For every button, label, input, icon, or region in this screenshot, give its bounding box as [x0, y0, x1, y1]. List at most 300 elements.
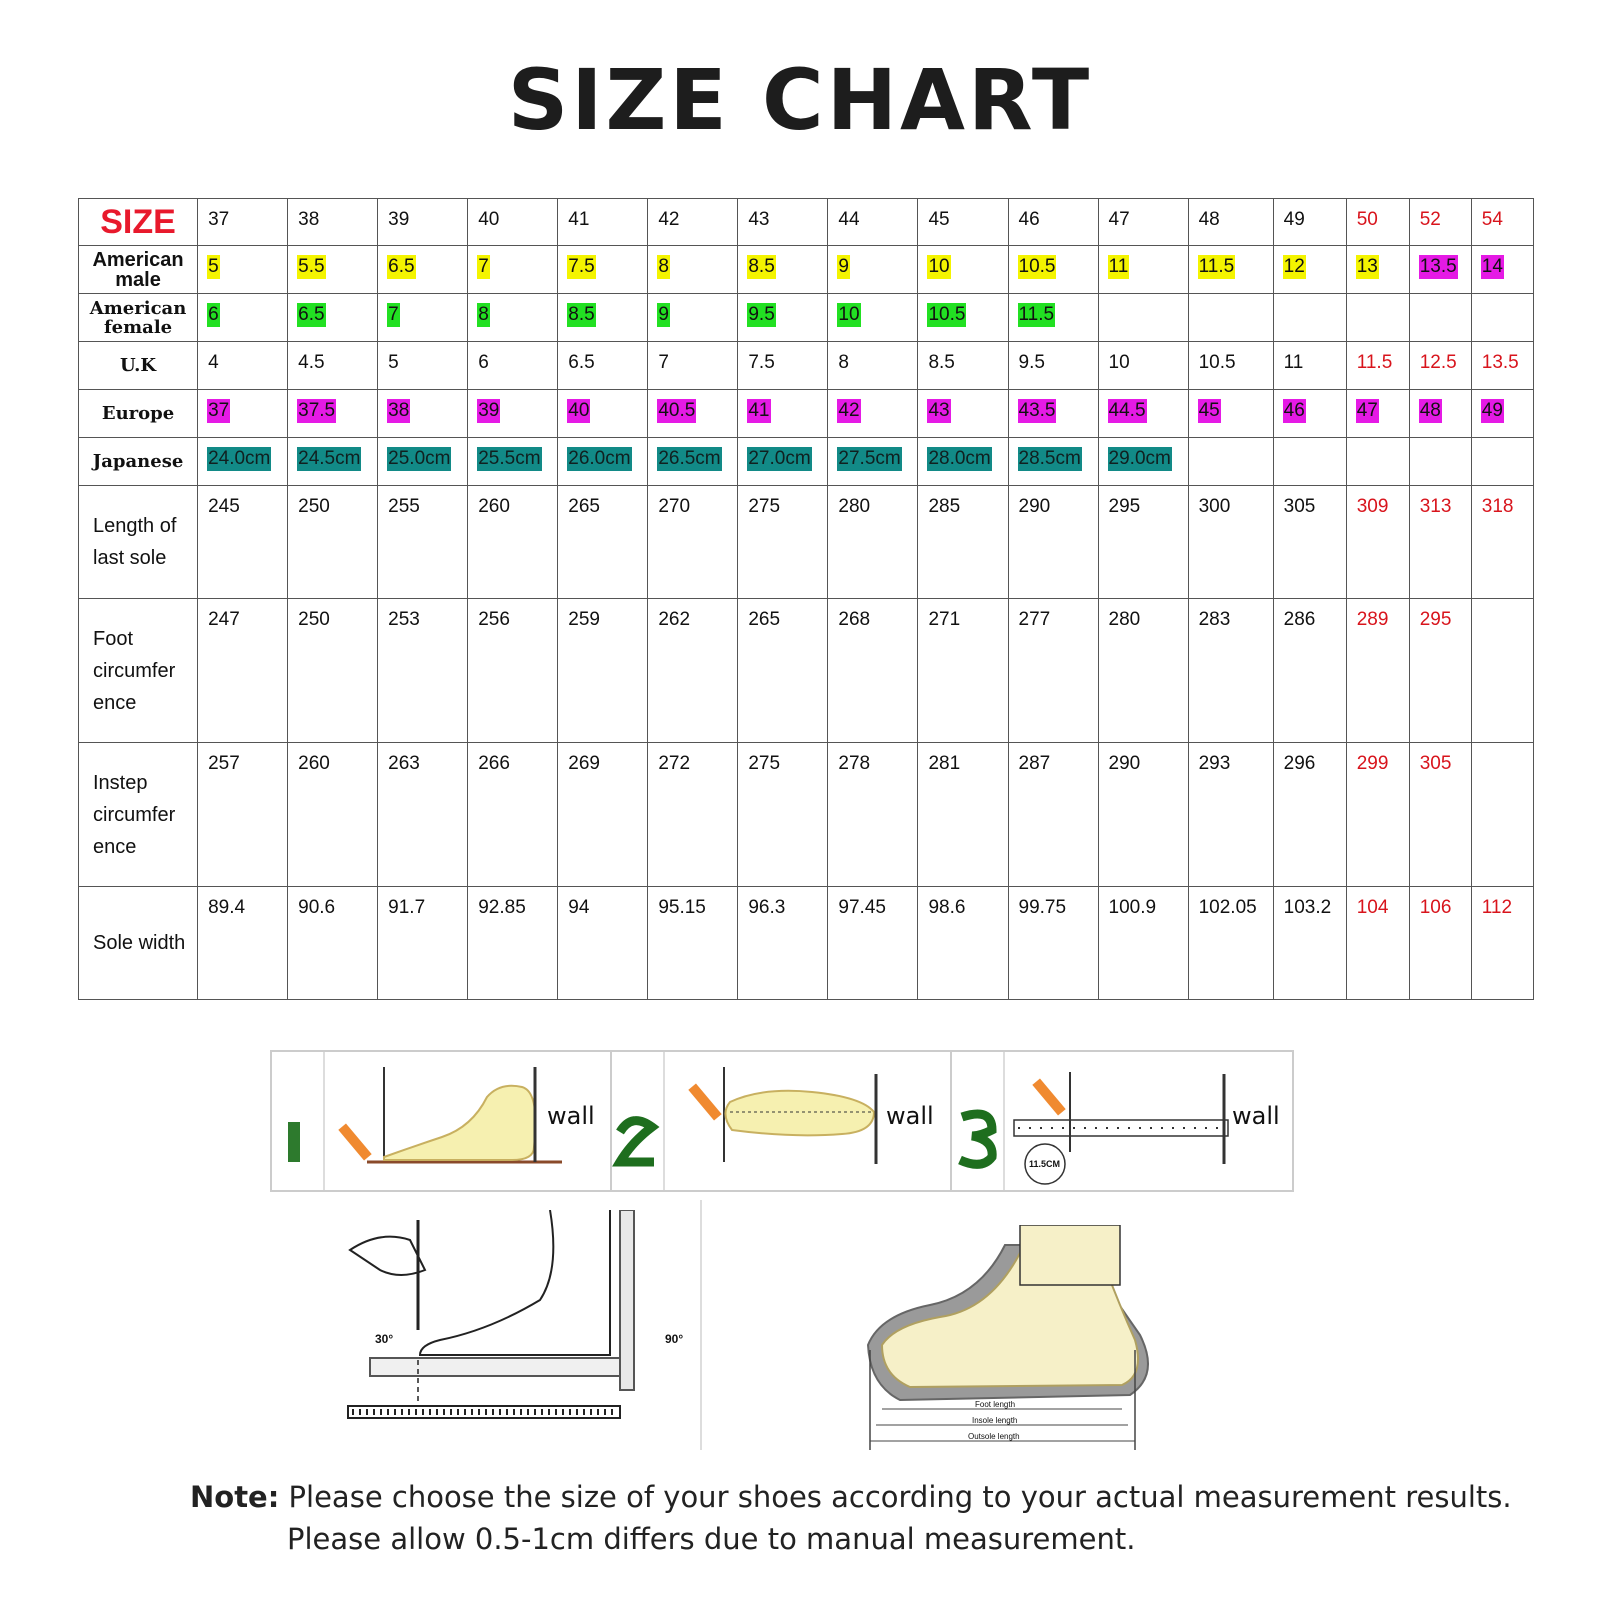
cell-value: 280: [1108, 609, 1141, 630]
cell-value: 91.7: [388, 897, 426, 918]
row-header: Europe: [79, 390, 198, 438]
cell-value: 46: [1283, 400, 1305, 421]
cell-value: 38: [388, 400, 410, 421]
row-header: SIZE: [79, 199, 198, 246]
table-cell: [1346, 199, 1409, 246]
table-cell: [918, 342, 1008, 390]
cell-value: 250: [298, 496, 330, 517]
cell-value: 272: [658, 753, 691, 774]
table-cell: [1346, 294, 1409, 342]
table-cell: [918, 887, 1008, 1000]
table-cell: [468, 438, 558, 486]
cell-value: 11.5: [1018, 304, 1055, 325]
table-cell: [1346, 887, 1409, 1000]
table-cell: [738, 390, 828, 438]
cell-value: 281: [928, 753, 961, 774]
table-cell: [1008, 246, 1098, 294]
cell-value: 13.5: [1481, 352, 1519, 373]
table-cell: [288, 887, 378, 1000]
cell-value: 48: [1419, 400, 1441, 421]
cell-value: 42: [838, 400, 860, 421]
foot-measuring-illustration: [340, 1210, 710, 1450]
table-cell: [468, 199, 558, 246]
cell-value: 103.2: [1283, 897, 1332, 918]
table-cell: [468, 486, 558, 599]
table-cell: [738, 294, 828, 342]
cell-value: [1356, 461, 1358, 463]
cell-value: 253: [388, 609, 420, 630]
cell-value: 270: [658, 496, 691, 517]
table-cell: [738, 743, 828, 887]
cell-value: 293: [1198, 753, 1231, 774]
table-cell: [828, 486, 918, 599]
table-cell: [648, 486, 738, 599]
table-cell: [1098, 342, 1188, 390]
cell-value: 97.45: [838, 897, 886, 918]
cell-value: 7: [658, 352, 669, 373]
cell-value: 46: [1018, 209, 1040, 230]
cell-value: 39: [388, 209, 410, 230]
table-cell: [558, 887, 648, 1000]
table-cell: [378, 486, 468, 599]
step-3-panel: [950, 1050, 1294, 1192]
table-row: [79, 294, 1534, 342]
cell-value: 6: [478, 352, 489, 373]
cell-value: 43: [748, 209, 770, 230]
cell-value: 5: [208, 256, 219, 277]
cell-value: 45: [1198, 400, 1220, 421]
table-cell: [1098, 199, 1188, 246]
cell-value: 27.0cm: [748, 448, 811, 469]
cell-value: 268: [838, 609, 871, 630]
step-3-badge: 11.5CM: [1029, 1159, 1061, 1169]
cell-value: 313: [1419, 496, 1452, 517]
cell-value: 287: [1018, 753, 1051, 774]
foot-in-shoe-drawing: [860, 1225, 1180, 1455]
table-cell: [468, 743, 558, 887]
cell-value: 8.5: [568, 304, 595, 325]
table-cell: [738, 438, 828, 486]
table-cell: [648, 743, 738, 887]
cell-value: 42: [658, 209, 680, 230]
cell-value: 37: [208, 209, 230, 230]
cell-value: 9.5: [1018, 352, 1045, 373]
note-line-1: Please choose the size of your shoes according to your actual measurement results.: [288, 1480, 1512, 1514]
cell-value: 112: [1481, 897, 1513, 918]
cell-value: 47: [1108, 209, 1130, 230]
table-cell: [1008, 438, 1098, 486]
cell-value: 6.5: [568, 352, 595, 373]
table-cell: [198, 743, 288, 887]
cell-value: 94: [568, 897, 590, 918]
hand-pencil-foot-drawing: [340, 1210, 710, 1450]
table-cell: [198, 438, 288, 486]
table-cell: [648, 887, 738, 1000]
cell-value: 255: [388, 496, 420, 517]
table-cell: [1409, 887, 1471, 1000]
cell-value: 9: [658, 304, 669, 325]
table-cell: [378, 438, 468, 486]
insole-length-label: Insole length: [972, 1416, 1018, 1425]
table-cell: [1409, 599, 1471, 743]
row-header: American female: [79, 294, 198, 342]
cell-value: 295: [1108, 496, 1141, 517]
table-cell: [558, 199, 648, 246]
table-cell: [378, 246, 468, 294]
table-cell: [198, 390, 288, 438]
table-cell: [288, 438, 378, 486]
table-cell: [378, 390, 468, 438]
cell-value: 49: [1283, 209, 1305, 230]
cell-value: 10.5: [1198, 352, 1236, 373]
table-cell: [1188, 599, 1273, 743]
cell-value: 11.5: [1198, 256, 1235, 277]
cell-value: 41: [568, 209, 590, 230]
table-cell: [738, 342, 828, 390]
cell-value: 28.5cm: [1018, 448, 1081, 469]
cell-value: 90.6: [298, 897, 336, 918]
table-cell: [1273, 599, 1346, 743]
table-cell: [198, 342, 288, 390]
table-row: [79, 599, 1534, 743]
table-cell: [828, 246, 918, 294]
cell-value: 11: [1283, 352, 1304, 373]
table-cell: [558, 390, 648, 438]
cell-value: 9.5: [748, 304, 775, 325]
table-cell: [378, 887, 468, 1000]
cell-value: 48: [1198, 209, 1220, 230]
cell-value: 295: [1419, 609, 1452, 630]
row-header: Japanese: [79, 438, 198, 486]
table-cell: [1273, 294, 1346, 342]
table-cell: [378, 342, 468, 390]
cell-value: 259: [568, 609, 600, 630]
measurement-note: [190, 1476, 1570, 1560]
table-cell: [918, 246, 1008, 294]
table-cell: [1346, 486, 1409, 599]
table-cell: [198, 599, 288, 743]
table-cell: [1346, 599, 1409, 743]
cell-value: [1198, 317, 1200, 319]
cell-value: 7: [388, 304, 399, 325]
table-row: [79, 438, 1534, 486]
cell-value: 285: [928, 496, 961, 517]
table-cell: [1188, 390, 1273, 438]
table-cell: [1471, 486, 1533, 599]
wall-label: wall: [1232, 1102, 1280, 1130]
table-cell: [1409, 342, 1471, 390]
cell-value: 100.9: [1108, 897, 1157, 918]
table-cell: [558, 486, 648, 599]
cell-value: 250: [298, 609, 330, 630]
size-table: [78, 198, 1534, 1000]
cell-value: 43.5: [1018, 400, 1056, 421]
cell-value: 7: [478, 256, 489, 277]
table-cell: [1008, 342, 1098, 390]
table-cell: [648, 599, 738, 743]
cell-value: 44: [838, 209, 860, 230]
table-cell: [288, 199, 378, 246]
table-cell: [918, 199, 1008, 246]
cell-value: 247: [208, 609, 240, 630]
row-header: Length of last sole: [79, 486, 198, 599]
table-cell: [1471, 342, 1533, 390]
cell-value: 39: [478, 400, 500, 421]
row-header: U.K: [79, 342, 198, 390]
table-cell: [1188, 486, 1273, 599]
foot-length-label: Foot length: [975, 1400, 1016, 1409]
table-cell: [468, 887, 558, 1000]
cell-value: 266: [478, 753, 510, 774]
table-cell: [1098, 390, 1188, 438]
cell-value: 257: [208, 753, 240, 774]
table-row: [79, 390, 1534, 438]
cell-value: 106: [1419, 897, 1452, 918]
cell-value: 29.0cm: [1108, 448, 1171, 469]
table-cell: [378, 294, 468, 342]
table-row: [79, 887, 1534, 1000]
table-cell: [648, 438, 738, 486]
table-cell: [1346, 438, 1409, 486]
table-cell: [1273, 486, 1346, 599]
table-cell: [1409, 486, 1471, 599]
table-cell: [1409, 438, 1471, 486]
cell-value: 40: [478, 209, 500, 230]
cell-value: 11.5: [1356, 352, 1393, 373]
table-cell: [1471, 438, 1533, 486]
table-cell: [828, 743, 918, 887]
cell-value: 44.5: [1108, 400, 1146, 421]
cell-value: 318: [1481, 496, 1514, 517]
cell-value: 7.5: [568, 256, 595, 277]
table-cell: [558, 246, 648, 294]
cell-value: 8: [658, 256, 669, 277]
cell-value: 8.5: [928, 352, 955, 373]
table-cell: [648, 294, 738, 342]
table-cell: [288, 486, 378, 599]
cell-value: 280: [838, 496, 871, 517]
table-cell: [1008, 199, 1098, 246]
table-cell: [198, 294, 288, 342]
table-cell: [1471, 887, 1533, 1000]
cell-value: 275: [748, 753, 781, 774]
illustration-divider: [700, 1200, 708, 1450]
cell-value: [1108, 317, 1110, 319]
cell-value: 286: [1283, 609, 1316, 630]
row-header: Sole width: [79, 887, 198, 1000]
wall-label: wall: [886, 1102, 934, 1130]
table-cell: [1188, 294, 1273, 342]
table-cell: [1273, 199, 1346, 246]
table-cell: [918, 438, 1008, 486]
cell-value: 10: [1108, 352, 1130, 373]
shoe-length-illustration: [860, 1225, 1180, 1455]
table-cell: [1098, 887, 1188, 1000]
table-cell: [918, 599, 1008, 743]
table-cell: [558, 342, 648, 390]
table-cell: [1098, 743, 1188, 887]
table-cell: [378, 199, 468, 246]
table-cell: [288, 246, 378, 294]
table-cell: [558, 438, 648, 486]
table-cell: [558, 599, 648, 743]
table-cell: [1346, 342, 1409, 390]
table-cell: [198, 486, 288, 599]
cell-value: 309: [1356, 496, 1389, 517]
table-cell: [828, 887, 918, 1000]
cell-value: [1356, 317, 1358, 319]
table-cell: [828, 199, 918, 246]
cell-value: 6.5: [388, 256, 415, 277]
cell-value: 262: [658, 609, 691, 630]
cell-value: [1481, 317, 1483, 319]
angle-90-label: 90°: [665, 1332, 684, 1346]
table-cell: [558, 294, 648, 342]
row-header: Foot circumfer ence: [79, 599, 198, 743]
table-row: [79, 199, 1534, 246]
cell-value: 10: [838, 304, 860, 325]
cell-value: 96.3: [748, 897, 786, 918]
cell-value: 104: [1356, 897, 1389, 918]
table-cell: [198, 246, 288, 294]
cell-value: 95.15: [658, 897, 706, 918]
cell-value: 50: [1356, 209, 1378, 230]
cell-value: 10.5: [928, 304, 966, 325]
cell-value: [1481, 461, 1483, 463]
table-cell: [648, 390, 738, 438]
table-cell: [1188, 199, 1273, 246]
table-cell: [648, 199, 738, 246]
table-cell: [558, 743, 648, 887]
table-cell: [198, 887, 288, 1000]
cell-value: 290: [1108, 753, 1141, 774]
page-title: SIZE CHART: [507, 51, 1093, 149]
cell-value: 263: [388, 753, 420, 774]
cell-value: 24.5cm: [298, 448, 361, 469]
row-header: Instep circumfer ence: [79, 743, 198, 887]
cell-value: 13.5: [1419, 256, 1457, 277]
cell-value: [1481, 622, 1483, 624]
table-cell: [1098, 294, 1188, 342]
cell-value: [1283, 317, 1285, 319]
table-cell: [828, 342, 918, 390]
cell-value: 271: [928, 609, 961, 630]
table-cell: [1471, 743, 1533, 887]
cell-value: 8.5: [748, 256, 775, 277]
cell-value: 278: [838, 753, 871, 774]
cell-value: [1419, 461, 1421, 463]
table-cell: [648, 342, 738, 390]
table-cell: [1098, 486, 1188, 599]
cell-value: 6.5: [298, 304, 325, 325]
cell-value: 5: [388, 352, 399, 373]
table-cell: [1188, 246, 1273, 294]
table-cell: [828, 390, 918, 438]
cell-value: 265: [748, 609, 781, 630]
table-cell: [1409, 390, 1471, 438]
cell-value: 99.75: [1018, 897, 1067, 918]
cell-value: 49: [1481, 400, 1503, 421]
table-cell: [1409, 199, 1471, 246]
cell-value: 25.0cm: [388, 448, 451, 469]
table-cell: [918, 486, 1008, 599]
table-cell: [1008, 887, 1098, 1000]
table-cell: [1471, 599, 1533, 743]
table-cell: [1008, 599, 1098, 743]
table-cell: [1346, 743, 1409, 887]
table-cell: [828, 599, 918, 743]
table-cell: [828, 294, 918, 342]
step-2-panel: [610, 1050, 954, 1192]
cell-value: 102.05: [1198, 897, 1257, 918]
cell-value: [1198, 461, 1200, 463]
cell-value: 305: [1283, 496, 1316, 517]
cell-value: 6: [208, 304, 219, 325]
cell-value: 5.5: [298, 256, 325, 277]
cell-value: 269: [568, 753, 600, 774]
cell-value: 28.0cm: [928, 448, 991, 469]
cell-value: 290: [1018, 496, 1051, 517]
cell-value: 54: [1481, 209, 1503, 230]
cell-value: 260: [298, 753, 330, 774]
table-cell: [918, 390, 1008, 438]
cell-value: 37.5: [298, 400, 336, 421]
cell-value: 8: [478, 304, 489, 325]
cell-value: 40: [568, 400, 590, 421]
cell-value: 296: [1283, 753, 1316, 774]
cell-value: 289: [1356, 609, 1389, 630]
table-cell: [1471, 294, 1533, 342]
cell-value: 45: [928, 209, 950, 230]
cell-value: 9: [838, 256, 849, 277]
table-cell: [1273, 390, 1346, 438]
cell-value: [1481, 766, 1483, 768]
cell-value: 25.5cm: [478, 448, 541, 469]
outsole-length-label: Outsole length: [968, 1432, 1020, 1441]
table-cell: [468, 246, 558, 294]
table-cell: [1098, 599, 1188, 743]
cell-value: 245: [208, 496, 240, 517]
table-cell: [738, 199, 828, 246]
cell-value: 43: [928, 400, 950, 421]
cell-value: 10.5: [1018, 256, 1056, 277]
table-cell: [1273, 743, 1346, 887]
note-line-2: Please allow 0.5-1cm differs due to manual measurement.: [287, 1522, 1136, 1556]
cell-value: 14: [1481, 256, 1503, 277]
table-cell: [468, 342, 558, 390]
table-cell: [1188, 438, 1273, 486]
cell-value: 12.5: [1419, 352, 1457, 373]
table-cell: [468, 390, 558, 438]
table-cell: [288, 390, 378, 438]
measuring-steps: [270, 1050, 1340, 1190]
table-cell: [288, 743, 378, 887]
cell-value: 256: [478, 609, 510, 630]
cell-value: [1419, 317, 1421, 319]
wall-label: wall: [547, 1102, 595, 1130]
table-cell: [828, 438, 918, 486]
table-cell: [288, 294, 378, 342]
table-cell: [918, 743, 1008, 887]
cell-value: 89.4: [208, 897, 246, 918]
table-cell: [918, 294, 1008, 342]
table-cell: [378, 599, 468, 743]
cell-value: 275: [748, 496, 781, 517]
table-row: [79, 342, 1534, 390]
table-cell: [1008, 743, 1098, 887]
table-cell: [288, 599, 378, 743]
cell-value: 27.5cm: [838, 448, 901, 469]
